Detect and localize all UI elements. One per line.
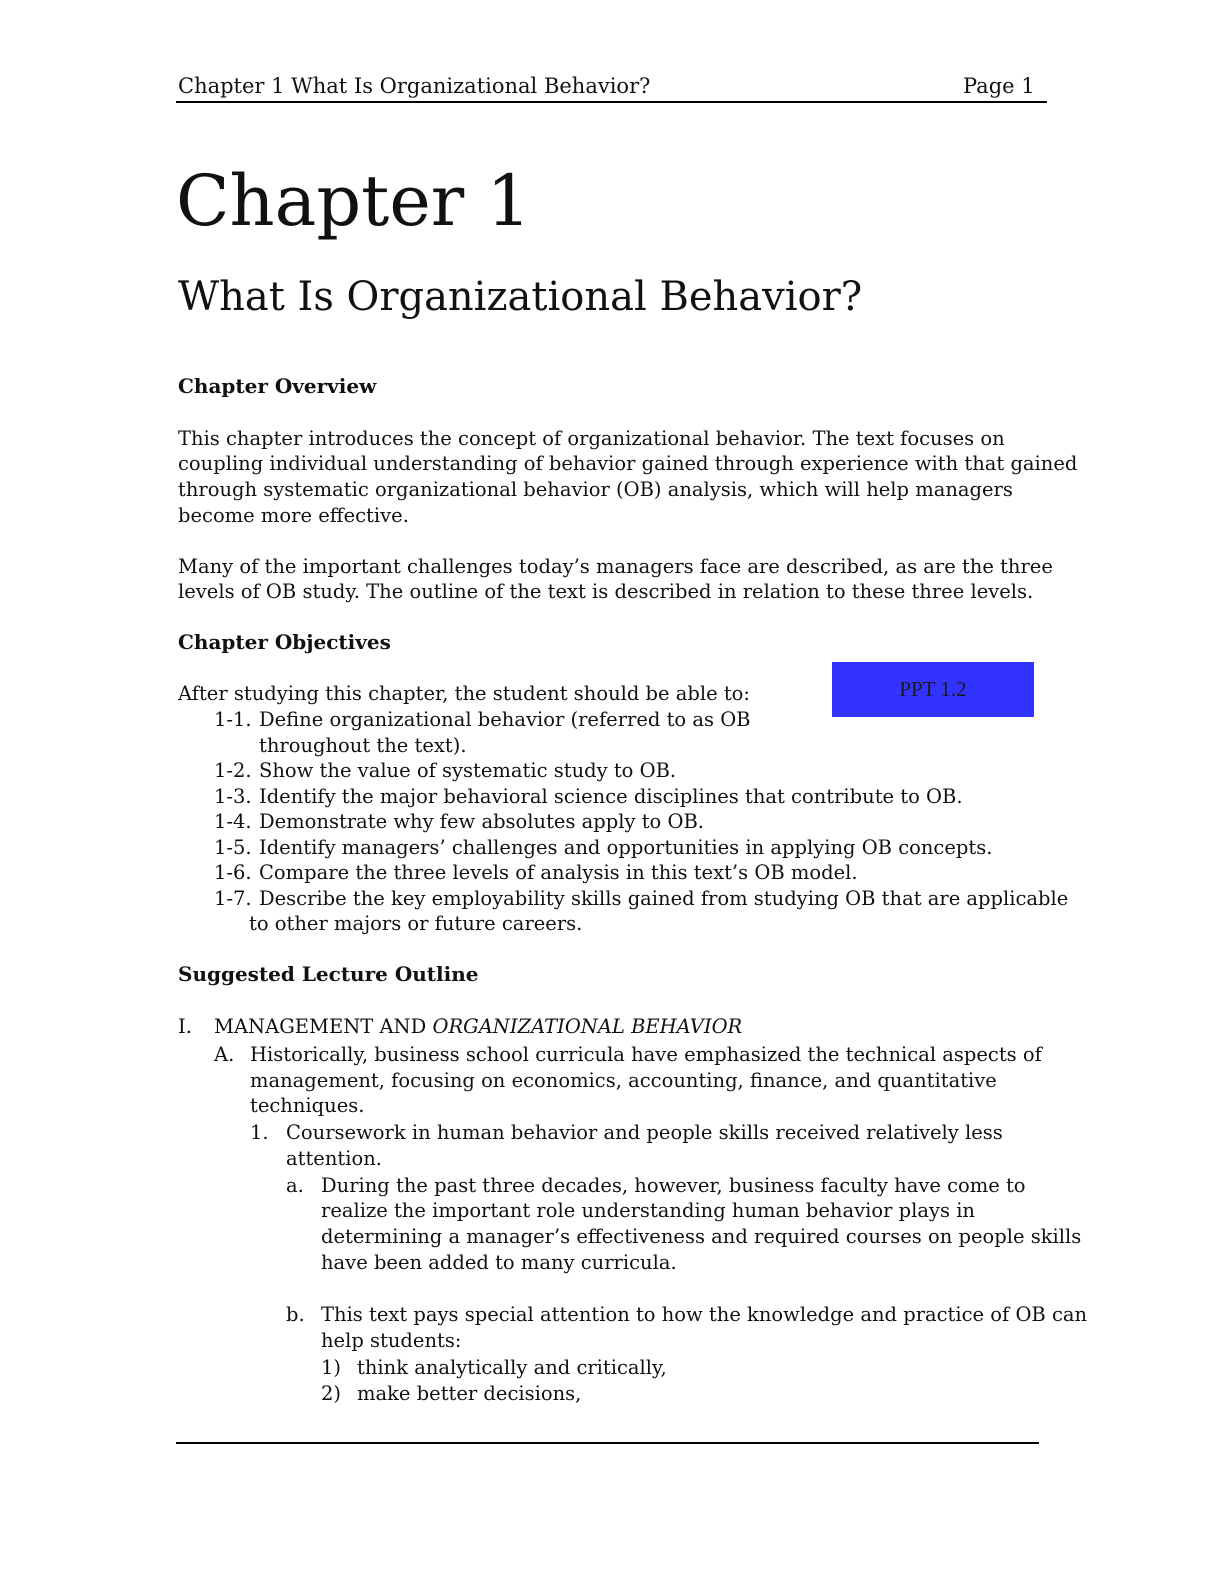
- outline-sub-letter-marker: a.: [286, 1174, 304, 1197]
- objective-text: throughout the text).: [259, 734, 467, 757]
- objective-number: 1-1.: [214, 708, 252, 731]
- running-header-page-number: Page 1: [963, 74, 1035, 98]
- outline-sub-letter-marker: b.: [286, 1303, 305, 1326]
- objective-number: 1-5.: [214, 836, 252, 859]
- objective-text: Define organizational behavior (referred to as OB: [259, 708, 751, 731]
- outline-text: help students:: [321, 1329, 462, 1352]
- objective-text: Demonstrate why few absolutes apply to OB.: [259, 810, 705, 833]
- objective-text: Compare the three levels of analysis in this text’s OB model.: [259, 861, 858, 884]
- objective-number: 1-6.: [214, 861, 252, 884]
- overview-heading: Chapter Overview: [178, 374, 377, 398]
- objective-number: 1-4.: [214, 810, 252, 833]
- overview-p1-line: become more effective.: [178, 504, 409, 527]
- overview-p1-line: coupling individual understanding of behavior gained through experience with that gained: [178, 452, 1078, 475]
- outline-letter-marker: A.: [214, 1043, 235, 1066]
- overview-p2-line: levels of OB study. The outline of the text is described in relation to these three levels.: [178, 580, 1034, 603]
- footer-divider: [176, 1442, 1039, 1444]
- objective-number: 1-7.: [214, 887, 252, 910]
- outline-enum-marker: 1): [321, 1356, 342, 1379]
- objective-text: Identify managers’ challenges and opportunities in applying OB concepts.: [259, 836, 993, 859]
- outline-text: techniques.: [250, 1094, 365, 1117]
- ppt-slide-label: PPT 1.2: [899, 677, 967, 701]
- objectives-heading: Chapter Objectives: [178, 630, 391, 654]
- outline-text: have been added to many curricula.: [321, 1251, 677, 1274]
- outline-text: management, focusing on economics, accounting, finance, and quantitative: [250, 1069, 997, 1092]
- outline-text: Historically, business school curricula have emphasized the technical aspects of: [250, 1043, 1042, 1066]
- running-header-title: Chapter 1 What Is Organizational Behavior?: [178, 74, 651, 98]
- outline-roman-numeral: I.: [178, 1015, 192, 1038]
- objective-text: to other majors or future careers.: [249, 912, 583, 935]
- outline-text: determining a manager’s effectiveness and required courses on people skills: [321, 1225, 1082, 1248]
- overview-p1-line: This chapter introduces the concept of organizational behavior. The text focuses on: [178, 427, 1005, 450]
- header-divider: [176, 101, 1047, 103]
- objective-text: Show the value of systematic study to OB.: [259, 759, 677, 782]
- outline-text: Coursework in human behavior and people skills received relatively less: [286, 1121, 1003, 1144]
- outline-text: think analytically and critically,: [357, 1356, 667, 1379]
- outline-heading: Suggested Lecture Outline: [178, 962, 479, 986]
- outline-number-marker: 1.: [250, 1121, 269, 1144]
- outline-text: make better decisions,: [357, 1382, 582, 1405]
- objective-number: 1-3.: [214, 785, 252, 808]
- outline-enum-marker: 2): [321, 1382, 342, 1405]
- objectives-intro: After studying this chapter, the student should be able to:: [178, 682, 750, 705]
- objective-text: Identify the major behavioral science disciplines that contribute to OB.: [259, 785, 963, 808]
- overview-p1-line: through systematic organizational behavior (OB) analysis, which will help managers: [178, 478, 1013, 501]
- objective-number: 1-2.: [214, 759, 252, 782]
- ppt-slide-badge: [832, 662, 1034, 717]
- outline-text: attention.: [286, 1147, 382, 1170]
- outline-text: During the past three decades, however, business faculty have come to: [321, 1174, 1026, 1197]
- outline-text: realize the important role understanding human behavior plays in: [321, 1199, 975, 1222]
- chapter-title-heading: What Is Organizational Behavior?: [178, 274, 863, 320]
- overview-p2-line: Many of the important challenges today’s managers face are described, as are the three: [178, 555, 1053, 578]
- outline-text: This text pays special attention to how the knowledge and practice of OB can: [321, 1303, 1088, 1326]
- objective-text: Describe the key employability skills gained from studying OB that are applicable: [259, 887, 1069, 910]
- chapter-number-heading: Chapter 1: [176, 160, 531, 242]
- outline-section-title: MANAGEMENT AND ORGANIZATIONAL BEHAVIOR: [214, 1015, 743, 1038]
